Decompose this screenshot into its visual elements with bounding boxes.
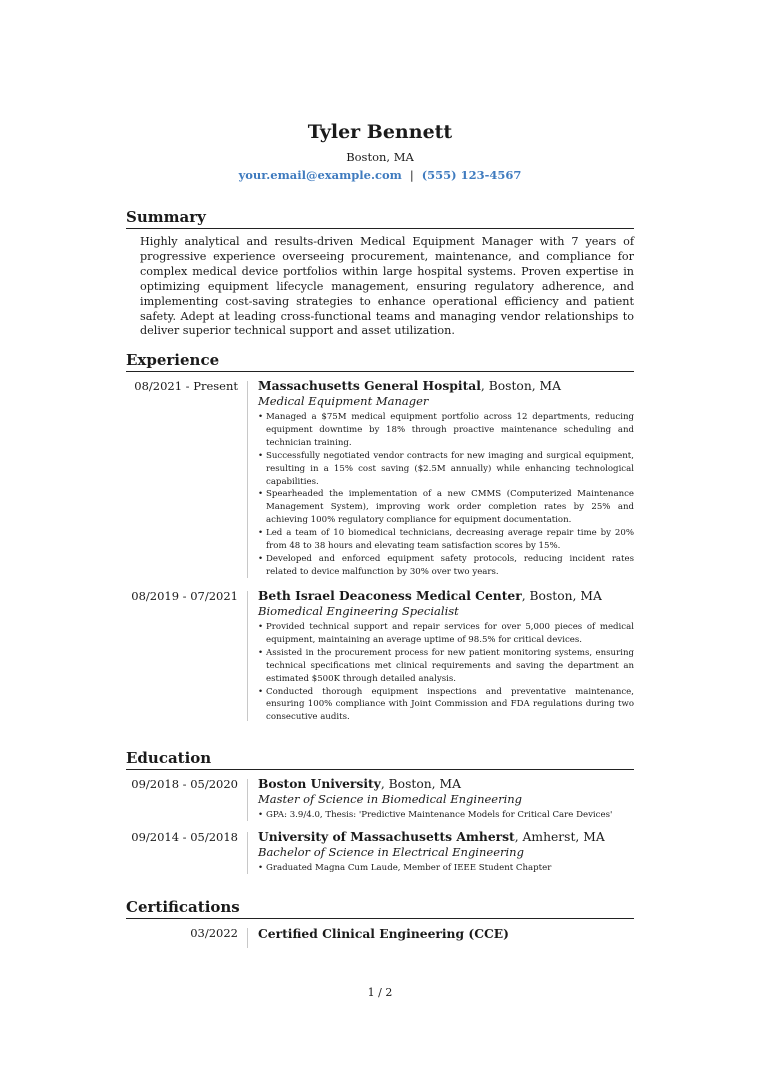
certifications-heading: Certifications [126,898,240,916]
entry-content [258,777,634,822]
achievement-list [258,411,634,579]
contact-line [0,168,760,182]
school-location: , Amherst, MA [514,830,605,844]
degree-title: Master of Science in Biomedical Engineering [258,792,523,806]
entry-dates: 08/2019 - 07/2021 [131,589,238,603]
employer-name: Beth Israel Deaconess Medical Center [258,588,522,603]
experience-heading: Experience [126,351,220,369]
timeline-divider [247,591,248,721]
summary-text: Highly analytical and results-driven Medical Equipment Manager with 7 years of progressive experience overseeing procurement, maintenance, and compliance for complex medical device portfolios within large hospital systems. Proven expertise in optimizing equipment lifecycle management, ensuring regulatory adherence, and implementing cost-saving strategies to enhance operational efficiency and patient safety. Adept at leading cross-functional teams and managing vendor relationships to deliver superior technical support and asset utilization. [140,235,634,338]
entry-dates: 09/2014 - 05/2018 [131,830,238,844]
entry-dates: 08/2021 - Present [134,379,238,393]
email-link[interactable]: your.email@example.com [238,168,402,182]
candidate-name: Tyler Bennett [307,121,453,143]
candidate-location: Boston, MA [346,150,414,164]
contact-separator: | [409,168,414,182]
entry-content [258,926,634,941]
degree-title: Bachelor of Science in Electrical Engineering [258,845,524,859]
achievement-list [258,621,634,724]
education-divider [126,769,634,770]
school-name: University of Massachusetts Amherst [258,829,515,844]
entry-dates: 09/2018 - 05/2020 [131,777,238,791]
education-heading: Education [126,749,212,767]
certification-name: Certified Clinical Engineering (CCE) [258,926,509,941]
school-location: , Boston, MA [380,777,461,791]
timeline-divider [247,779,248,821]
summary-heading: Summary [126,208,206,226]
phone-link[interactable]: (555) 123-4567 [421,168,522,182]
employer-name: Massachusetts General Hospital [258,378,481,393]
achievement-item: • Managed a $75M medical equipment portfolio across 12 departments, reducing equipment downtime by 18% through proactive maintenance scheduling and technician training. [258,411,634,450]
achievement-item: • Spearheaded the implementation of a new CMMS (Computerized Maintenance Management System), improving work order completion rates by 25% and achieving 100% regulatory compliance for equipment documentation. [258,488,634,527]
summary-divider [126,228,634,229]
employer-line [258,379,634,393]
education-detail-list [258,862,634,875]
employer-line [258,589,634,603]
education-detail-item: • Graduated Magna Cum Laude, Member of IEEE Student Chapter [258,862,634,875]
job-title: Medical Equipment Manager [258,394,429,408]
certifications-divider [126,918,634,919]
experience-divider [126,371,634,372]
entry-content [258,589,634,724]
achievement-item: • Assisted in the procurement process for new patient monitoring systems, ensuring technical specifications met clinical requirements and saving the department an estimated $500K through detailed analysis. [258,647,634,686]
timeline-divider [247,928,248,948]
school-line [258,777,634,791]
employer-location: , Boston, MA [521,589,602,603]
education-detail-item: • GPA: 3.9/4.0, Thesis: 'Predictive Maintenance Models for Critical Care Devices' [258,809,634,822]
timeline-divider [247,832,248,874]
achievement-item: • Provided technical support and repair services for over 5,000 pieces of medical equipment, maintaining an average uptime of 98.5% for critical devices. [258,621,634,647]
achievement-item: • Led a team of 10 biomedical technicians, decreasing average repair time by 20% from 48 to 38 hours and elevating team satisfaction scores by 15%. [258,527,634,553]
page-number: 1 / 2 [367,986,393,999]
entry-content [258,830,634,875]
achievement-item: • Successfully negotiated vendor contracts for new imaging and surgical equipment, resulting in a 15% cost saving ($2.5M annually) while enhancing technological capabilities. [258,450,634,489]
job-title: Biomedical Engineering Specialist [258,604,459,618]
timeline-divider [247,381,248,578]
school-line [258,830,634,844]
education-detail-list [258,809,634,822]
employer-location: , Boston, MA [480,379,562,393]
entry-content [258,379,634,579]
certification-date: 03/2022 [190,926,238,940]
school-name: Boston University [258,776,381,791]
achievement-item: • Conducted thorough equipment inspections and preventative maintenance, ensuring 100% compliance with Joint Commission and FDA regulations during two consecutive audits. [258,686,634,725]
achievement-item: • Developed and enforced equipment safety protocols, reducing incident rates related to device malfunction by 30% over two years. [258,553,634,579]
